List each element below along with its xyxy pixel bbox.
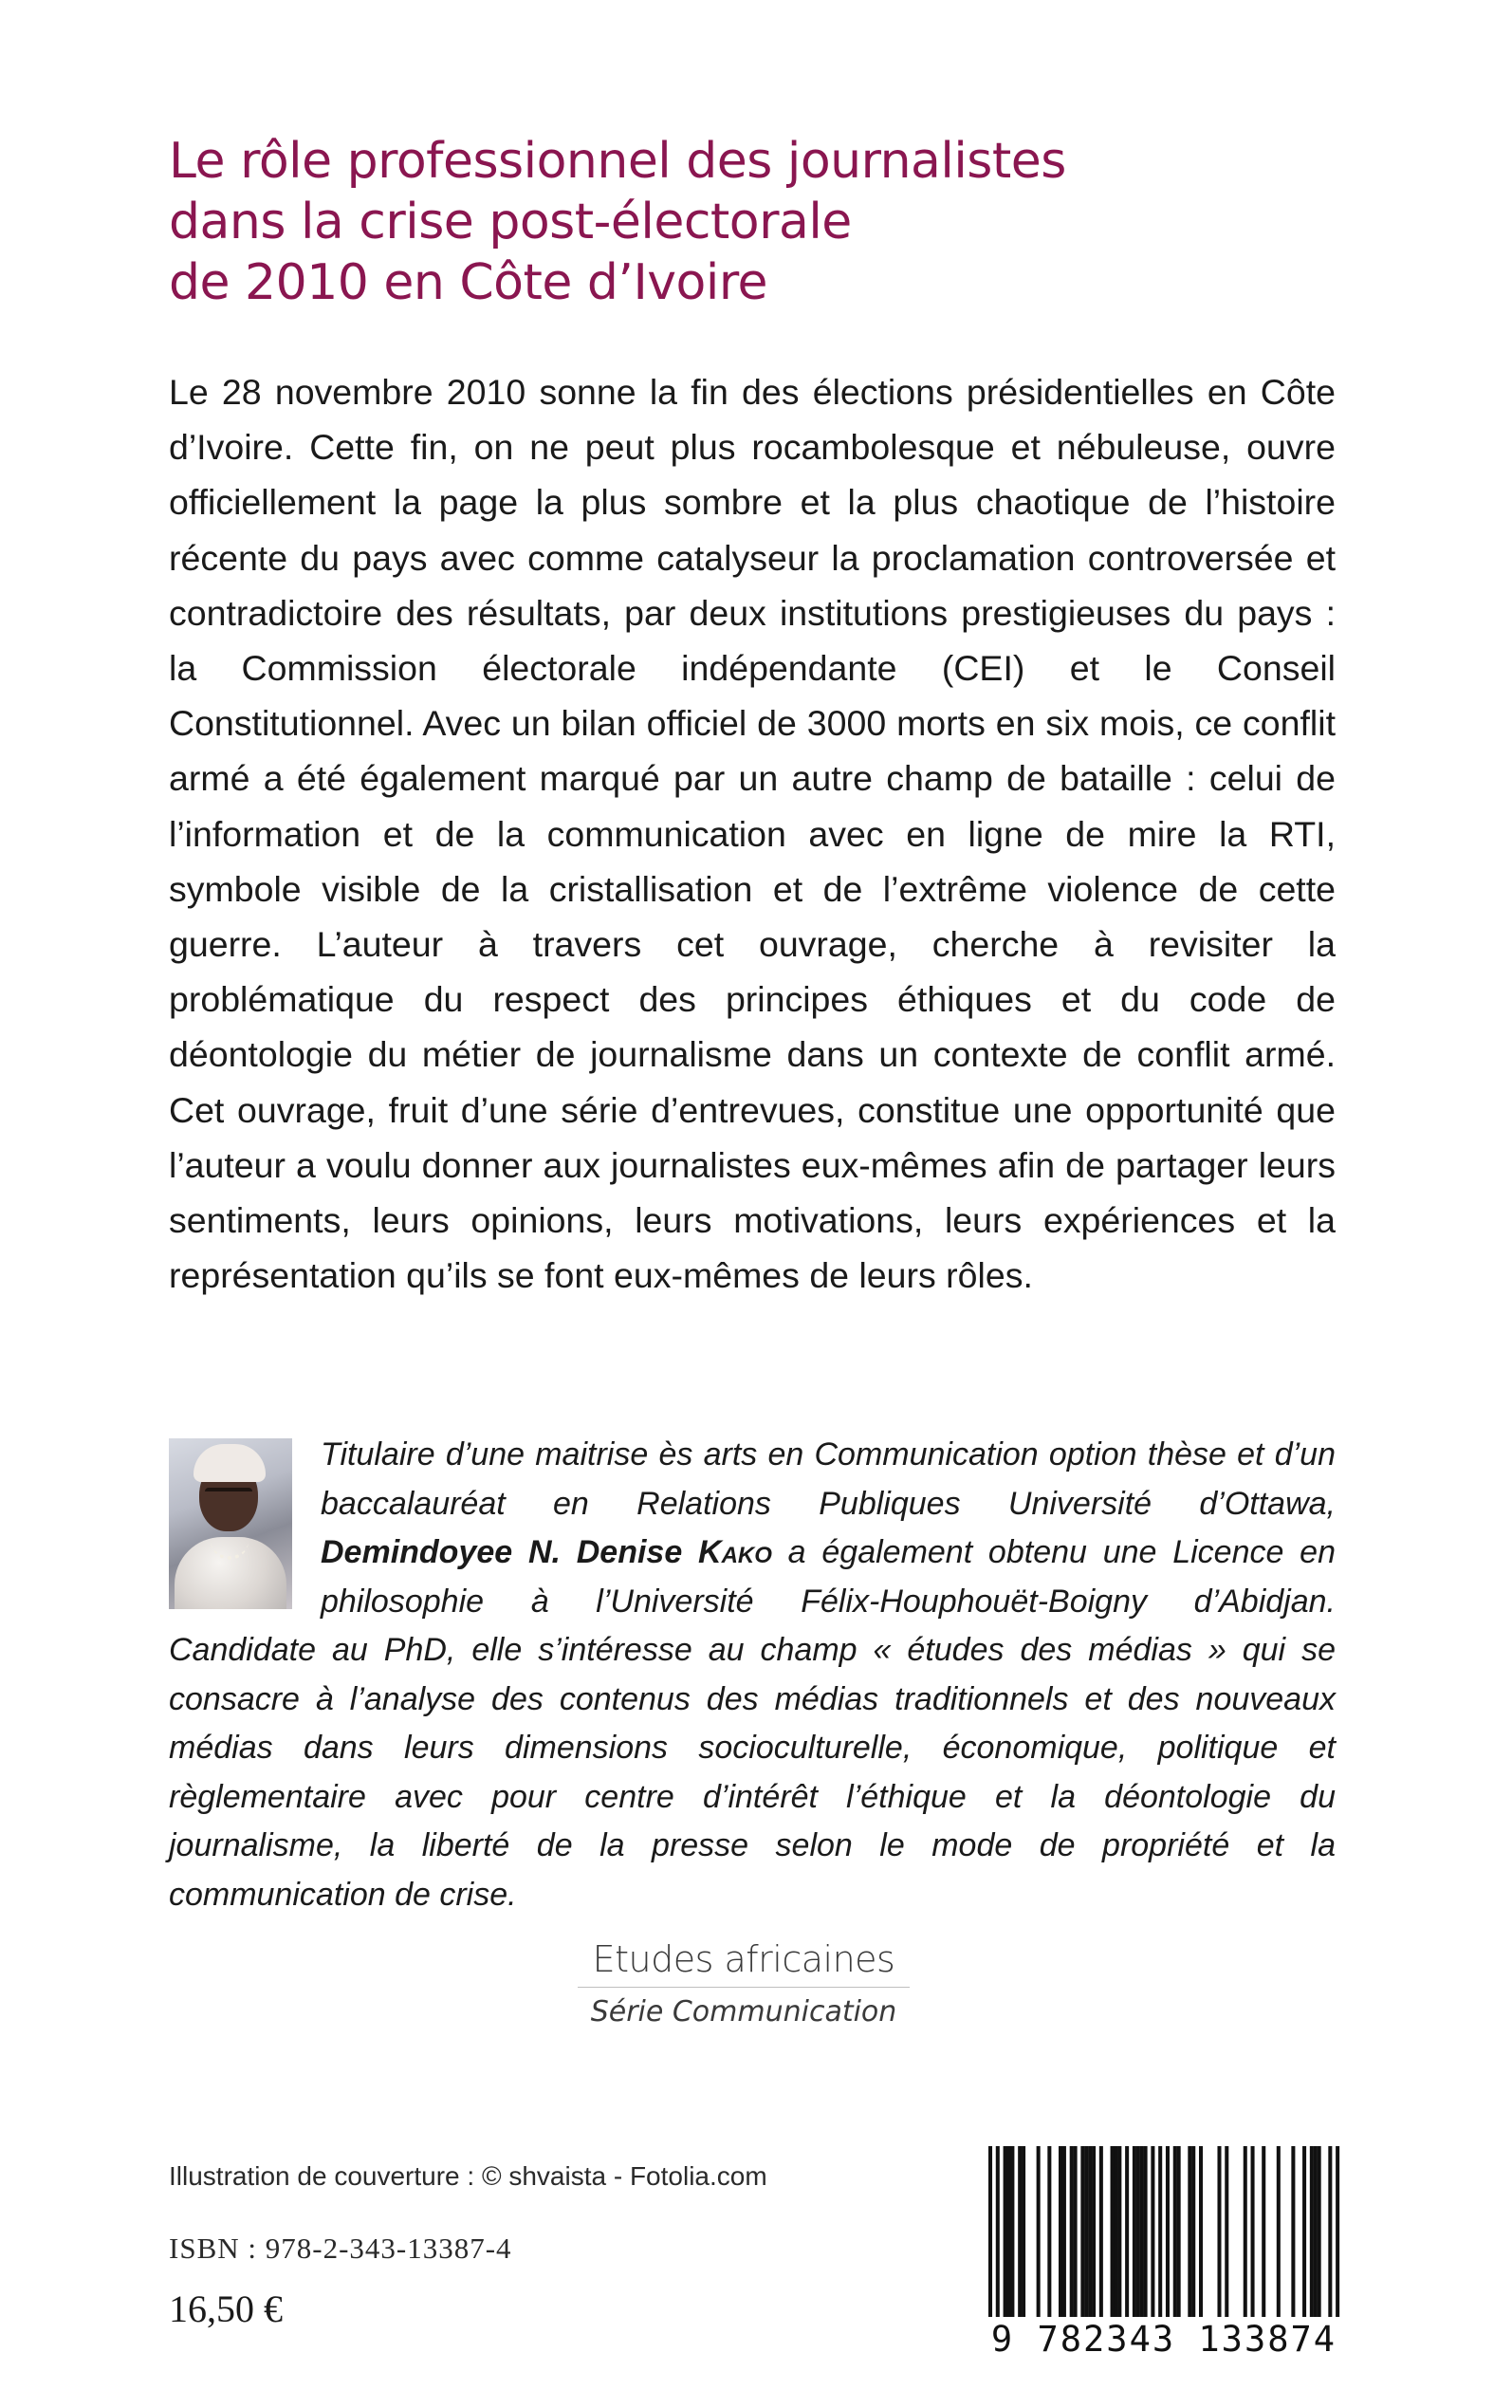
- barcode-bar: [1114, 2146, 1117, 2319]
- title-line-1: Le rôle professionnel des journalistes: [169, 133, 1066, 190]
- barcode-bar: [1080, 2146, 1084, 2319]
- barcode-bar: [1166, 2146, 1170, 2336]
- barcode-bar: [1070, 2146, 1074, 2319]
- barcode-bar: [996, 2146, 1000, 2336]
- isbn: ISBN : 978-2-343-13387-4: [169, 2232, 512, 2265]
- series-divider: [578, 1987, 910, 1988]
- barcode-bar: [1133, 2146, 1136, 2319]
- barcode-bar: [1244, 2146, 1247, 2319]
- barcode-bar: [1037, 2146, 1041, 2319]
- price: 16,50 €: [169, 2288, 283, 2330]
- barcode-bar: [1314, 2146, 1318, 2319]
- author-surname: Kako: [698, 1534, 772, 1570]
- barcode-bar: [1188, 2146, 1191, 2319]
- title-line-2: dans la crise post-électorale: [169, 194, 852, 250]
- barcode-digits: 9 782343 133874: [981, 2317, 1347, 2362]
- barcode-bar: [1277, 2146, 1281, 2319]
- barcode-bar: [1144, 2146, 1148, 2319]
- barcode-bar: [1099, 2146, 1103, 2319]
- barcode-bar: [1004, 2146, 1007, 2319]
- barcode-bar: [1125, 2146, 1129, 2319]
- barcode-bar: [1117, 2146, 1121, 2319]
- barcode-bar: [1140, 2146, 1144, 2319]
- barcode-bar: [1111, 2146, 1115, 2319]
- cover-credit: Illustration de couverture : © shvaista - Fotolia.com: [169, 2161, 767, 2191]
- barcode-bar: [1018, 2146, 1022, 2319]
- title-line-3: de 2010 en Côte d’Ivoire: [169, 254, 768, 311]
- barcode-bar: [1022, 2146, 1025, 2319]
- barcode-bar: [1010, 2146, 1014, 2319]
- barcode-bar: [1059, 2146, 1062, 2319]
- isbn-barcode: [981, 2146, 1347, 2364]
- barcode-bar: [1092, 2146, 1096, 2319]
- author-name: [321, 1534, 772, 1570]
- barcode-bar: [1310, 2146, 1314, 2319]
- book-summary: Le 28 novembre 2010 sonne la fin des élections présidentielles en Côte d’Ivoire. Cette fin, on ne peut plus rocambolesque et nébuleuse, ouvre officiellement la page la plus sombre et la plus chaotique de l’histoire récente du pays avec comme catalyseur la proclamation controversée et contradictoire des résultats, par deux institutions prestigieuses du pays : la Commission électorale indépendante (CEI) et le Conseil Constitutionnel. Avec un bilan officiel de 3000 morts en six mois, ce conflit armé a été également marqué par un autre champ de bataille : celui de l’information et de la communication avec en ligne de mire la RTI, symbole visible de la cristallisation et de l’extrême violence de cette guerre. L’auteur à travers cet ouvrage, cherche à revisiter la problématique du respect des principes éthiques et du code de déontologie du métier de journalisme dans un contexte de conflit armé. Cet ouvrage, fruit d’une série d’entrevues, constitue une opportunité que l’auteur a voulu donner aux journalistes eux-mêmes afin de partager leurs sentiments, leurs opinions, leurs motivations, leurs expériences et la représentation qu’ils se font eux-mêmes de leurs rôles.: [169, 372, 1336, 1296]
- bio-rest: a également obtenu une Licence en philosophie à l’Université Félix-Houphouët-Boigny d’Abidjan. Candidate au PhD, elle s’intéresse au champ « études des médias » qui se consacre à l’analyse des contenus des médias traditionnels et des nouveaux médias dans leurs dimensions socioculturelle, économique, politique et règlementaire avec pour centre d’intérêt l’éthique et la déontologie du journalisme, la liberté de la presse selon le mode de propriété et la communication de crise.: [169, 1534, 1336, 1913]
- barcode-bar: [1173, 2146, 1177, 2319]
- barcode-bar: [1291, 2146, 1295, 2319]
- barcode-bar: [1328, 2146, 1332, 2336]
- series-name: Etudes africaines: [592, 1938, 895, 1980]
- barcode-bar: [1302, 2146, 1306, 2319]
- barcode-bar: [1088, 2146, 1092, 2319]
- author-bio: [169, 1431, 1336, 1919]
- barcode-bar: [1074, 2146, 1078, 2319]
- barcode-bar: [988, 2146, 992, 2336]
- barcode-bar: [1062, 2146, 1066, 2319]
- barcode-bar: [1318, 2146, 1321, 2319]
- barcode-bar: [1158, 2146, 1162, 2336]
- barcode-bar: [1151, 2146, 1154, 2319]
- barcode-bar: [1006, 2146, 1010, 2319]
- book-title: [169, 131, 1364, 313]
- barcode-bar: [1262, 2146, 1265, 2319]
- barcode-bar: [1047, 2146, 1051, 2319]
- barcode-bar: [1177, 2146, 1181, 2319]
- barcode-bar: [1251, 2146, 1255, 2319]
- barcode-bar: [1217, 2146, 1221, 2319]
- barcode-bar: [1199, 2146, 1203, 2319]
- barcode-bar: [1084, 2146, 1088, 2319]
- bio-intro: Titulaire d’une maitrise ès arts en Communication option thèse et d’un baccalauréat en Relations Publiques Université d’Ottawa,: [321, 1436, 1336, 1522]
- barcode-bar: [1225, 2146, 1228, 2319]
- barcode-bar: [1136, 2146, 1140, 2319]
- series-block: [563, 1936, 924, 2031]
- barcode-bar: [1336, 2146, 1339, 2336]
- barcode-bar: [1191, 2146, 1195, 2319]
- author-first-names: Demindoyee N. Denise: [321, 1534, 699, 1570]
- photo-spacer: [169, 1431, 321, 1621]
- series-subtitle: Série Communication: [590, 1995, 897, 2028]
